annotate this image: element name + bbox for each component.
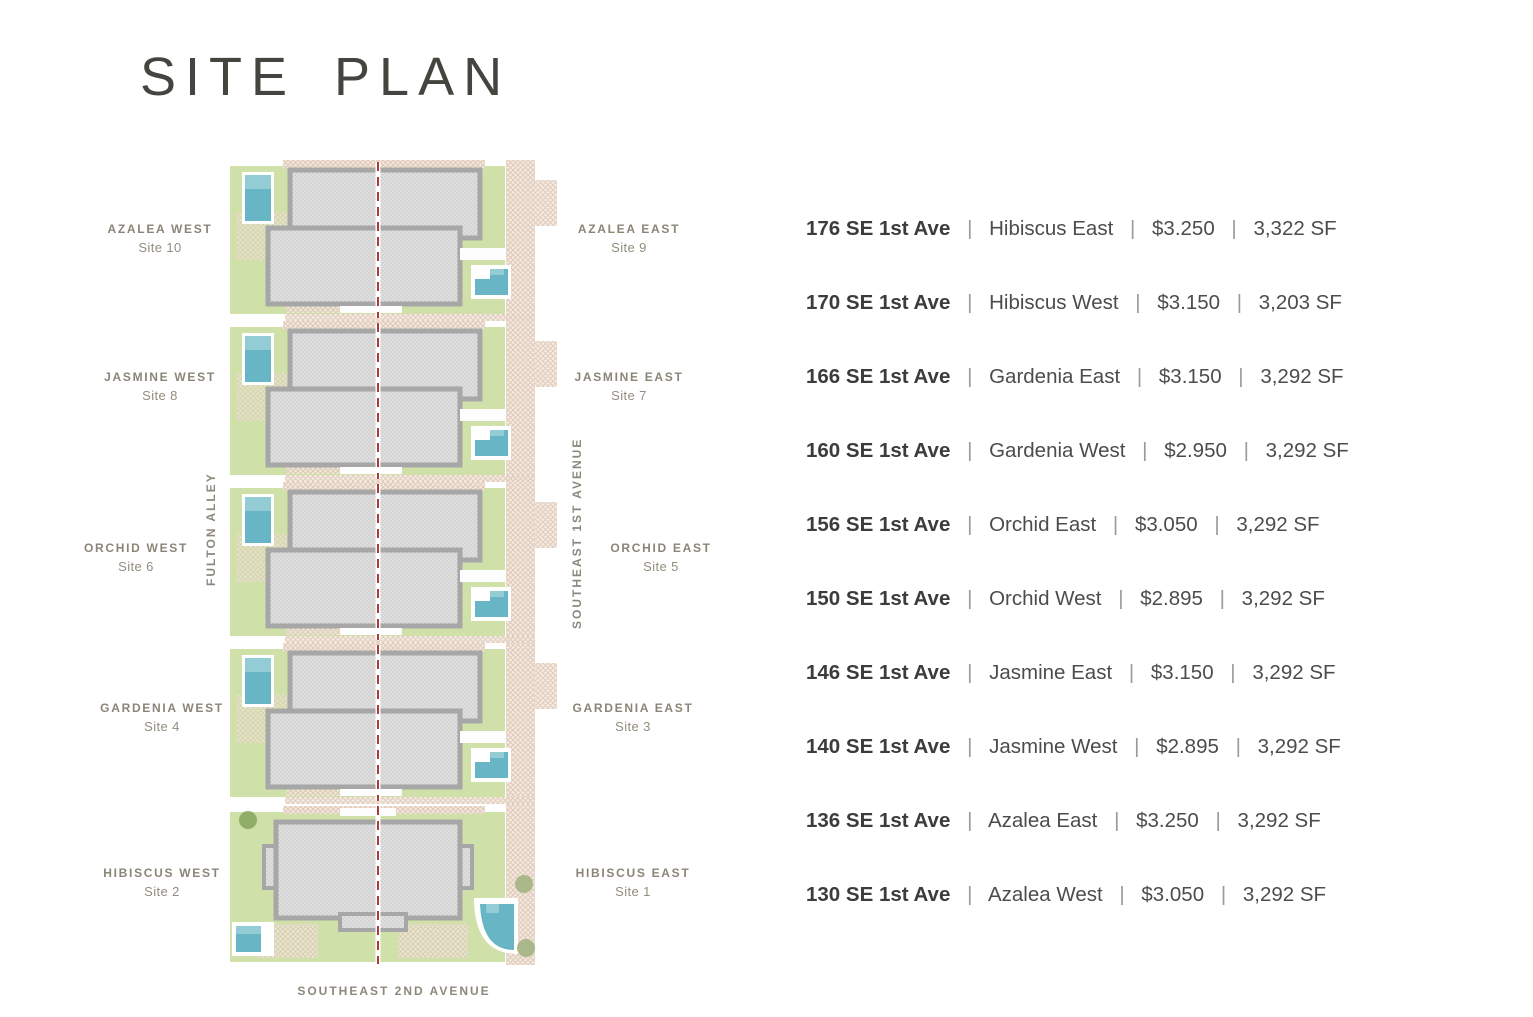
separator: |: [1235, 735, 1241, 758]
listing-address: 136 SE 1st Ave: [806, 809, 951, 832]
site-name: GARDENIA EAST: [572, 701, 694, 715]
listing-price: $3.150: [1157, 291, 1221, 314]
separator: |: [1128, 661, 1135, 684]
listing-price: $2.895: [1156, 735, 1219, 758]
separator: |: [967, 587, 973, 610]
site-name: AZALEA WEST: [107, 222, 213, 236]
listing-size: 3,203 SF: [1258, 291, 1342, 314]
listing-address: 140 SE 1st Ave: [806, 735, 951, 758]
site-number: Site 6: [118, 559, 154, 574]
site-number: Site 5: [643, 559, 679, 574]
site-label: [70, 370, 250, 403]
separator: |: [1129, 217, 1136, 240]
site-number: Site 3: [615, 719, 651, 734]
site-name: ORCHID WEST: [83, 541, 189, 555]
separator: |: [1118, 587, 1124, 610]
listing-price: $3.050: [1134, 513, 1198, 536]
listing-address: 150 SE 1st Ave: [806, 587, 951, 610]
listing-address: 160 SE 1st Ave: [806, 439, 951, 462]
listing-size: 3,292 SF: [1265, 439, 1349, 462]
site-label: [543, 866, 723, 899]
separator: |: [1231, 217, 1237, 240]
listing-size: 3,322 SF: [1253, 217, 1337, 240]
site-label: [571, 541, 751, 574]
separator: |: [1230, 661, 1236, 684]
site-label: [539, 370, 719, 403]
page-title: SITE PLAN: [140, 47, 512, 107]
listing-address: 176 SE 1st Ave: [806, 217, 951, 240]
separator: |: [1220, 883, 1227, 906]
listing-row: [806, 513, 1320, 537]
listing-size: 3,292 SF: [1252, 661, 1336, 684]
listing-size: 3,292 SF: [1236, 513, 1320, 536]
site-number: Site 2: [144, 884, 180, 899]
separator: |: [967, 883, 973, 906]
site-label: [72, 701, 252, 734]
street-label-se-2nd-avenue: SOUTHEAST 2ND AVENUE: [297, 984, 491, 998]
site-number: Site 4: [144, 719, 180, 734]
listing-price: $3.250: [1136, 809, 1199, 832]
listing-row: [806, 217, 1337, 241]
separator: |: [1112, 513, 1119, 536]
listing-model: Gardenia East: [989, 365, 1121, 388]
listing-row: [806, 587, 1325, 611]
listing-row: [806, 735, 1341, 759]
listing-size: 3,292 SF: [1237, 809, 1321, 832]
listing-row: [806, 661, 1336, 685]
site-number: Site 9: [611, 240, 647, 255]
separator: |: [1134, 735, 1140, 758]
site-name: HIBISCUS EAST: [575, 866, 691, 880]
site-label: [46, 541, 226, 574]
site-name: HIBISCUS WEST: [103, 866, 221, 880]
listing-size: 3,292 SF: [1242, 883, 1327, 906]
separator: |: [1119, 883, 1125, 906]
separator: |: [1214, 513, 1220, 536]
listing-size: 3,292 SF: [1257, 735, 1341, 758]
separator: |: [1136, 365, 1143, 388]
site-number: Site 8: [142, 388, 178, 403]
separator: |: [967, 735, 973, 758]
site-label: [543, 701, 723, 734]
listing-model: Orchid East: [989, 513, 1097, 536]
site-plan-svg: [228, 160, 563, 965]
site-number: Site 10: [138, 240, 182, 255]
listing-row: [806, 365, 1344, 389]
listing-size: 3,292 SF: [1260, 365, 1344, 388]
street-label-se-1st-avenue: SOUTHEAST 1ST AVENUE: [570, 437, 584, 629]
listing-address: 170 SE 1st Ave: [806, 291, 951, 314]
listing-row: [806, 291, 1342, 315]
site-name: GARDENIA WEST: [100, 701, 224, 715]
street-label-fulton-alley: FULTON ALLEY: [204, 472, 218, 586]
site-number: Site 1: [615, 884, 651, 899]
site-label: [72, 866, 252, 899]
separator: |: [1219, 587, 1225, 610]
listing-model: Gardenia West: [989, 439, 1126, 462]
listing-price: $2.950: [1164, 439, 1227, 462]
site-number: Site 7: [611, 388, 647, 403]
listing-model: Jasmine West: [989, 735, 1118, 758]
site-label: [539, 222, 719, 255]
listing-model: Hibiscus West: [989, 291, 1119, 314]
separator: |: [1135, 291, 1141, 314]
listing-price: $3.150: [1158, 365, 1222, 388]
separator: |: [1215, 809, 1221, 832]
site-name: JASMINE WEST: [104, 370, 216, 384]
separator: |: [967, 217, 973, 240]
separator: |: [967, 365, 973, 388]
listing-model: Jasmine East: [989, 661, 1113, 684]
separator: |: [967, 291, 973, 314]
listing-model: Azalea East: [987, 809, 1098, 832]
listing-row: [806, 809, 1321, 833]
listing-address: 156 SE 1st Ave: [806, 513, 951, 536]
separator: |: [967, 439, 973, 462]
listing-price: $3.250: [1152, 217, 1215, 240]
site-name: ORCHID EAST: [610, 541, 712, 555]
listing-price: $3.050: [1141, 883, 1205, 906]
site-name: AZALEA EAST: [577, 222, 681, 236]
separator: |: [1238, 365, 1244, 388]
listing-address: 130 SE 1st Ave: [806, 883, 951, 906]
separator: |: [1243, 439, 1249, 462]
separator: |: [1236, 291, 1243, 314]
listing-model: Azalea West: [987, 883, 1103, 906]
separator: |: [967, 809, 973, 832]
listing-row: [806, 439, 1349, 463]
separator: |: [967, 513, 973, 536]
site-name: JASMINE EAST: [574, 370, 684, 384]
listing-address: 146 SE 1st Ave: [806, 661, 951, 684]
site-plan-map: [228, 160, 563, 965]
site-label: [70, 222, 250, 255]
separator: |: [967, 661, 973, 684]
listing-model: Orchid West: [989, 587, 1102, 610]
listing-address: 166 SE 1st Ave: [806, 365, 951, 388]
listing-size: 3,292 SF: [1241, 587, 1325, 610]
separator: |: [1142, 439, 1148, 462]
listing-row: [806, 883, 1326, 907]
separator: |: [1114, 809, 1120, 832]
listing-model: Hibiscus East: [989, 217, 1114, 240]
listing-price: $2.895: [1140, 587, 1203, 610]
listing-price: $3.150: [1150, 661, 1214, 684]
